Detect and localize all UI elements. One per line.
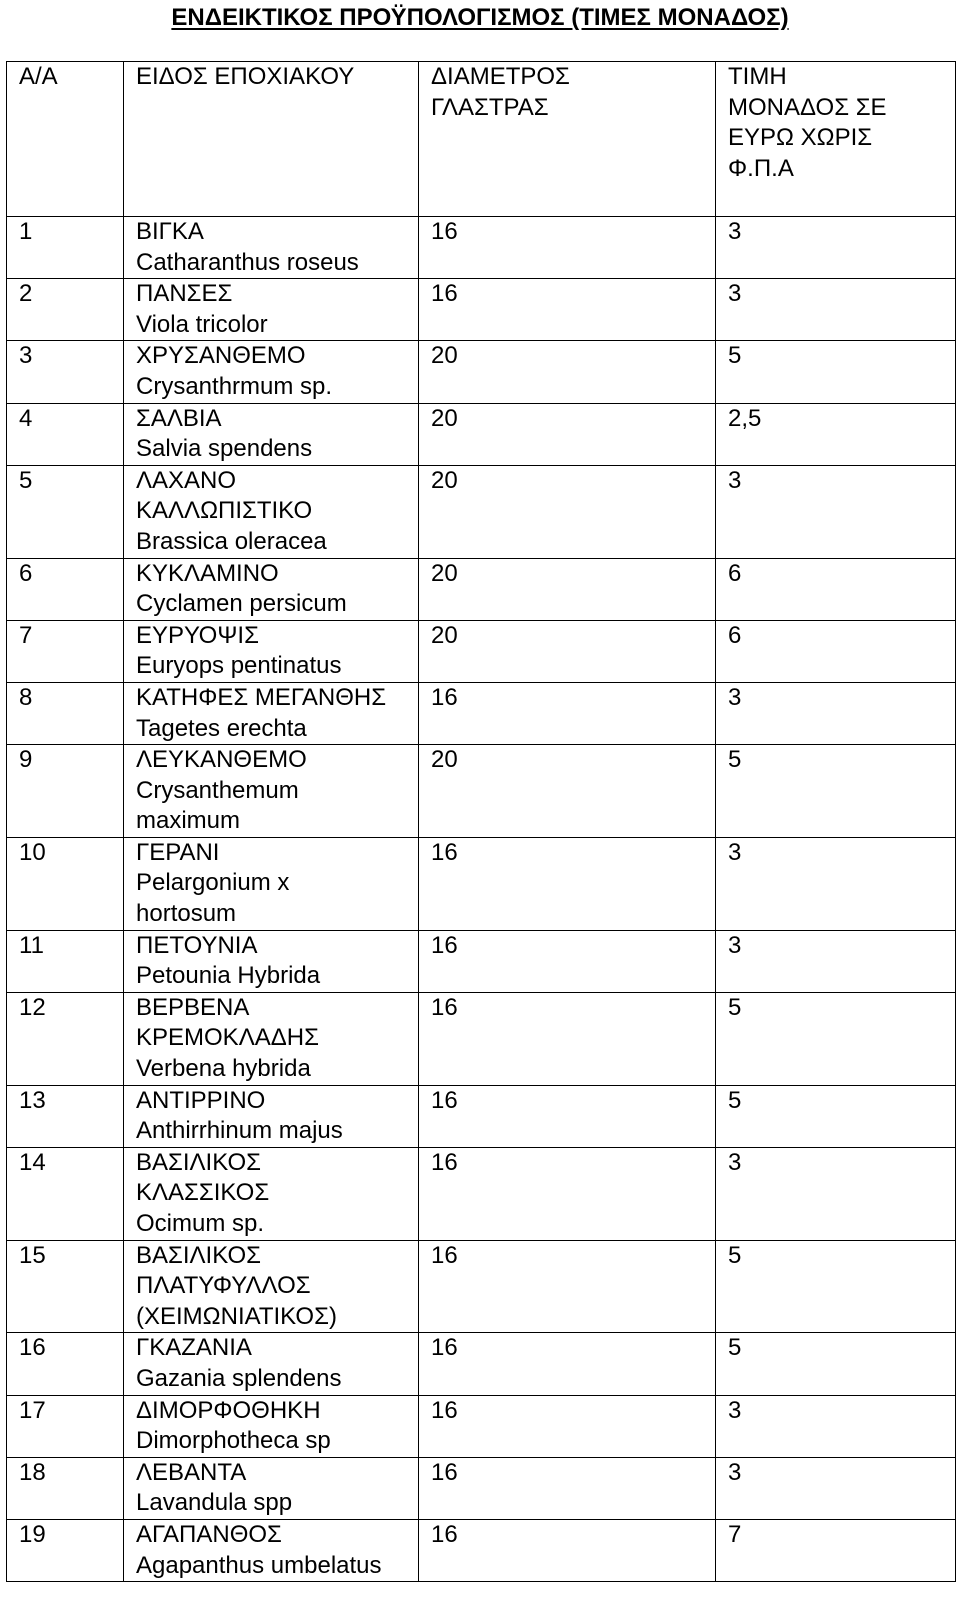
- cell-plant-name: [124, 930, 419, 992]
- header-price-line: Φ.Π.Α: [728, 154, 794, 182]
- cell-aa: 6: [7, 558, 124, 620]
- cell-price: 5: [716, 1333, 956, 1395]
- plant-name-line: Verbena hybrida: [136, 1055, 311, 1083]
- plant-name-line: ΛΕΥΚΑΝΘΕΜΟ: [136, 746, 307, 774]
- cell-aa: 12: [7, 992, 124, 1085]
- cell-diameter: 20: [419, 558, 716, 620]
- plant-name-line: ΒΑΣΙΛΙΚΟΣ: [136, 1241, 261, 1269]
- table-row: [7, 837, 956, 930]
- cell-price: 3: [716, 1147, 956, 1240]
- plant-name-line: hortosum: [136, 900, 237, 928]
- cell-diameter: 16: [419, 1147, 716, 1240]
- cell-plant-name: [124, 620, 419, 682]
- cell-diameter: 16: [419, 1240, 716, 1333]
- cell-price: 3: [716, 682, 956, 744]
- page-title: ΕΝΔΕΙΚΤΙΚΟΣ ΠΡΟΫΠΟΛΟΓΙΣΜΟΣ (ΤΙΜΕΣ ΜΟΝΑΔΟΣ): [171, 4, 789, 31]
- cell-plant-name: [124, 403, 419, 465]
- cell-aa: 2: [7, 279, 124, 341]
- plant-name-line: ΠΕΤΟΥΝΙΑ: [136, 931, 258, 959]
- table-row: [7, 1395, 956, 1457]
- cell-aa: 10: [7, 837, 124, 930]
- header-price-line: ΕΥΡΩ ΧΩΡΙΣ: [728, 124, 873, 152]
- cell-diameter: 16: [419, 1085, 716, 1147]
- cell-price: 5: [716, 1085, 956, 1147]
- cell-plant-name: [124, 837, 419, 930]
- plant-name-line: ΠΛΑΤΥΦΥΛΛΟΣ: [136, 1272, 311, 1300]
- cell-plant-name: [124, 745, 419, 838]
- cell-price: 5: [716, 992, 956, 1085]
- plant-name-line: Ocimum sp.: [136, 1210, 265, 1237]
- cell-plant-name: [124, 1085, 419, 1147]
- plant-name-line: Pelargonium x: [136, 869, 290, 897]
- cell-diameter: 20: [419, 341, 716, 403]
- cell-aa: 7: [7, 620, 124, 682]
- plant-name-line: Crysanthemum: [136, 776, 299, 804]
- cell-price: 3: [716, 837, 956, 930]
- header-item: [124, 62, 419, 217]
- cell-diameter: 20: [419, 620, 716, 682]
- cell-diameter: 16: [419, 837, 716, 930]
- cell-plant-name: [124, 1240, 419, 1333]
- header-aa-label: Α/Α: [19, 63, 58, 90]
- plant-name-line: maximum: [136, 807, 241, 835]
- cell-diameter: 16: [419, 1333, 716, 1395]
- cell-diameter: 20: [419, 745, 716, 838]
- header-price: [716, 62, 956, 217]
- table-row: [7, 1457, 956, 1519]
- cell-diameter: 16: [419, 930, 716, 992]
- cell-plant-name: [124, 1395, 419, 1457]
- cell-diameter: 16: [419, 217, 716, 279]
- plant-name-line: Petounia Hybrida: [136, 962, 321, 990]
- cell-plant-name: [124, 465, 419, 558]
- table-row: [7, 465, 956, 558]
- cell-price: 6: [716, 620, 956, 682]
- table-row: [7, 1333, 956, 1395]
- table-row: [7, 620, 956, 682]
- plant-name-line: (ΧΕΙΜΩΝΙΑΤΙΚΟΣ): [136, 1302, 337, 1330]
- cell-price: 5: [716, 745, 956, 838]
- header-row: [7, 62, 956, 217]
- cell-plant-name: [124, 992, 419, 1085]
- table-header: [7, 62, 956, 217]
- table-row: [7, 745, 956, 838]
- cell-plant-name: [124, 1333, 419, 1395]
- plant-name-line: ΚΛΑΣΣΙΚΟΣ: [136, 1179, 270, 1207]
- cell-aa: 5: [7, 465, 124, 558]
- plant-name-line: Gazania splendens: [136, 1364, 342, 1392]
- plant-name-line: Cyclamen persicum: [136, 590, 347, 618]
- plant-name-line: ΚΥΚΛΑΜΙΝΟ: [136, 559, 279, 587]
- cell-aa: 8: [7, 682, 124, 744]
- cell-plant-name: [124, 217, 419, 279]
- plant-name-line: ΓΚΑΖΑΝΙΑ: [136, 1334, 252, 1362]
- budget-table: [6, 61, 956, 1582]
- table-row: [7, 279, 956, 341]
- table-row: [7, 992, 956, 1085]
- cell-diameter: 16: [419, 1519, 716, 1581]
- cell-aa: 16: [7, 1333, 124, 1395]
- cell-price: 3: [716, 1457, 956, 1519]
- cell-price: 3: [716, 1395, 956, 1457]
- cell-aa: 19: [7, 1519, 124, 1581]
- plant-name-line: ΒΑΣΙΛΙΚΟΣ: [136, 1148, 261, 1176]
- cell-price: 3: [716, 465, 956, 558]
- table-row: [7, 1147, 956, 1240]
- plant-name-line: Salvia spendens: [136, 435, 313, 463]
- plant-name-line: Agapanthus umbelatus: [136, 1551, 382, 1579]
- plant-name-line: ΚΑΤΗΦΕΣ ΜΕΓΑΝΘΗΣ: [136, 683, 387, 711]
- cell-price: 7: [716, 1519, 956, 1581]
- cell-plant-name: [124, 279, 419, 341]
- plant-name-line: Euryops pentinatus: [136, 652, 342, 680]
- plant-name-line: Lavandula spp: [136, 1489, 293, 1517]
- cell-aa: 1: [7, 217, 124, 279]
- plant-name-line: ΑΓΑΠΑΝΘΟΣ: [136, 1520, 282, 1548]
- table-row: [7, 558, 956, 620]
- cell-price: 3: [716, 930, 956, 992]
- header-item-label: ΕΙΔΟΣ ΕΠΟΧΙΑΚΟΥ: [136, 63, 355, 90]
- table-row: [7, 1085, 956, 1147]
- plant-name-line: ΛΕΒΑΝΤΑ: [136, 1458, 247, 1486]
- cell-aa: 13: [7, 1085, 124, 1147]
- table-row: [7, 1519, 956, 1581]
- cell-diameter: 16: [419, 279, 716, 341]
- cell-plant-name: [124, 341, 419, 403]
- table-row: [7, 341, 956, 403]
- plant-name-line: ΣΑΛΒΙΑ: [136, 404, 222, 432]
- plant-name-line: ΕΥΡΥΟΨΙΣ: [136, 621, 259, 649]
- plant-name-line: ΓΕΡΑΝΙ: [136, 838, 220, 866]
- cell-price: 2,5: [716, 403, 956, 465]
- cell-diameter: 16: [419, 682, 716, 744]
- cell-diameter: 20: [419, 465, 716, 558]
- cell-price: 6: [716, 558, 956, 620]
- cell-aa: 17: [7, 1395, 124, 1457]
- cell-aa: 9: [7, 745, 124, 838]
- table-row: [7, 217, 956, 279]
- table-row: [7, 1240, 956, 1333]
- cell-price: 3: [716, 217, 956, 279]
- cell-diameter: 16: [419, 1457, 716, 1519]
- plant-name-line: Dimorphotheca sp: [136, 1427, 331, 1455]
- cell-aa: 3: [7, 341, 124, 403]
- cell-plant-name: [124, 1457, 419, 1519]
- header-diameter: [419, 62, 716, 217]
- cell-aa: 11: [7, 930, 124, 992]
- plant-name-line: Tagetes erechta: [136, 714, 307, 742]
- cell-diameter: 16: [419, 992, 716, 1085]
- cell-aa: 14: [7, 1147, 124, 1240]
- cell-aa: 15: [7, 1240, 124, 1333]
- plant-name-line: ΔΙΜΟΡΦΟΘΗΚΗ: [136, 1396, 321, 1424]
- cell-price: 5: [716, 1240, 956, 1333]
- header-diameter-line: ΓΛΑΣΤΡΑΣ: [431, 93, 549, 121]
- table-row: [7, 930, 956, 992]
- plant-name-line: Viola tricolor: [136, 310, 268, 338]
- plant-name-line: ΒΙΓΚΑ: [136, 218, 204, 245]
- cell-diameter: 20: [419, 403, 716, 465]
- plant-name-line: ΛΑΧΑΝΟ: [136, 466, 237, 494]
- header-diameter-line: ΔΙΑΜΕΤΡΟΣ: [431, 63, 570, 90]
- header-aa: [7, 62, 124, 217]
- cell-price: 5: [716, 341, 956, 403]
- cell-diameter: 16: [419, 1395, 716, 1457]
- cell-plant-name: [124, 558, 419, 620]
- table-row: [7, 403, 956, 465]
- plant-name-line: Brassica oleracea: [136, 527, 327, 555]
- cell-plant-name: [124, 1147, 419, 1240]
- header-price-line: ΜΟΝΑΔΟΣ ΣΕ: [728, 93, 887, 121]
- plant-name-line: ΒΕΡΒΕΝΑ: [136, 993, 250, 1021]
- cell-plant-name: [124, 682, 419, 744]
- plant-name-line: Catharanthus roseus: [136, 248, 359, 276]
- cell-plant-name: [124, 1519, 419, 1581]
- cell-aa: 4: [7, 403, 124, 465]
- table-body: [7, 217, 956, 1582]
- plant-name-line: ΚΑΛΛΩΠΙΣΤΙΚΟ: [136, 497, 313, 525]
- plant-name-line: ΧΡΥΣΑΝΘΕΜΟ: [136, 342, 306, 370]
- plant-name-line: Anthirrhinum majus: [136, 1117, 343, 1145]
- cell-aa: 18: [7, 1457, 124, 1519]
- header-price-line: ΤΙΜΗ: [728, 63, 787, 90]
- cell-price: 3: [716, 279, 956, 341]
- plant-name-line: ΠΑΝΣΕΣ: [136, 280, 233, 308]
- plant-name-line: Crysanthrmum sp.: [136, 372, 333, 400]
- table-row: [7, 682, 956, 744]
- plant-name-line: ΚΡΕΜΟΚΛΑΔΗΣ: [136, 1024, 319, 1052]
- plant-name-line: ΑΝΤΙΡΡΙΝΟ: [136, 1086, 266, 1114]
